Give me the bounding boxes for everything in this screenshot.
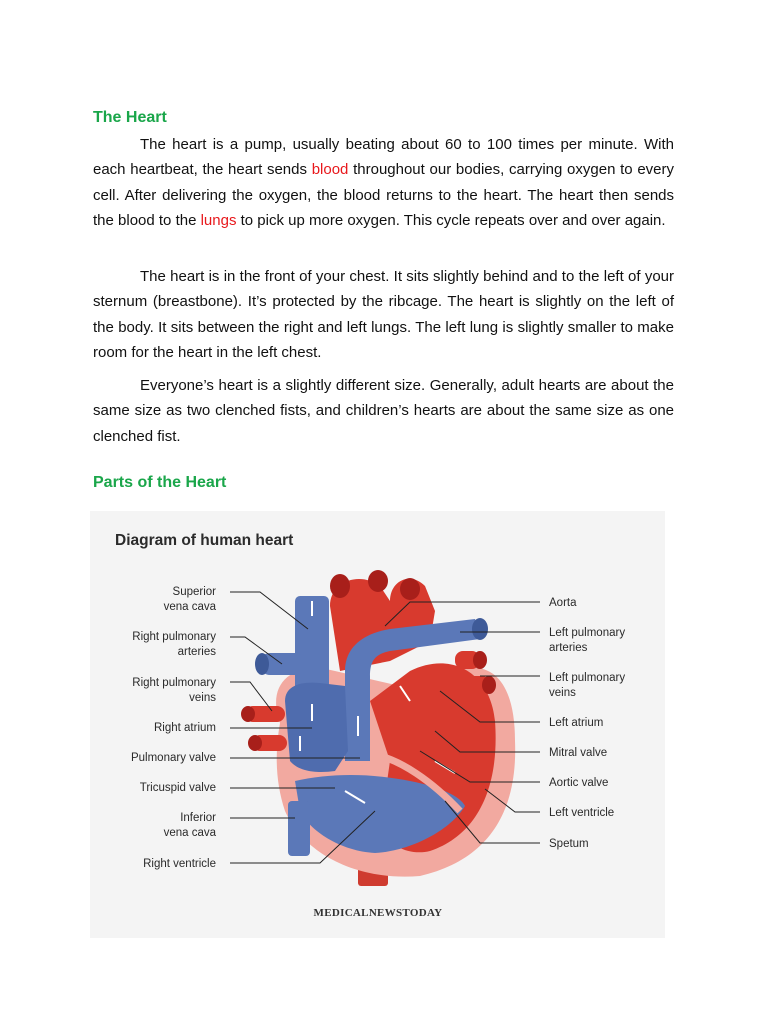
left-pulmonary-vein-lower-end [482,676,496,694]
label-inferior-vena-cava-2: vena cava [163,827,216,839]
label-septum: Spetum [549,838,589,850]
label-right-pulmonary-arteries-1: Right pulmonary [132,631,216,643]
label-right-ventricle: Right ventricle [143,858,216,870]
right-pulmonary-vein-upper-end [241,706,255,722]
label-right-pulmonary-arteries-2: arteries [177,646,216,658]
aorta-branch-1 [330,574,350,598]
label-left-ventricle: Left ventricle [549,807,615,819]
inferior-vena-cava-shape [288,801,310,856]
paragraph1-text-b: throughout our bodies, carrying oxygen to every cell. After delivering the oxygen, the blood returns to the heart. The heart then sends the blood to the [93,161,675,229]
label-mitral-valve: Mitral valve [549,747,608,759]
right-atrium-shape [285,683,348,772]
paragraph-heart-location: The heart is in the front of your chest. It sits slightly behind and to the left of your sternum (breastbone). It’s protected by the ribcage. The heart is slightly on the left of the body. It sits between the right and left lungs. The left lung is slightly smaller to make room for the heart in the left chest. [93,268,674,361]
left-pulmonary-vein-upper-end [473,651,487,669]
paragraph-heart-size: Everyone’s heart is a slightly different size. Generally, adult hearts are about the same size as two clenched fists, and children’s hearts are about the same size as one clenched fist. [93,377,674,445]
label-left-pulmonary-veins-2: veins [549,687,576,699]
label-right-pulmonary-veins-2: veins [189,692,216,704]
paragraph-heart-pump [93,132,674,233]
label-left-pulmonary-arteries-1: Left pulmonary [549,627,626,639]
heart-diagram-figure [90,511,665,938]
left-labels [131,586,217,870]
label-right-pulmonary-veins-1: Right pulmonary [132,677,216,689]
highlight-blood: blood [311,161,349,179]
paragraph1-text-a: The heart is a pump, usually beating about 60 to 100 times per minute. With each heartbeat, the heart sends [93,136,674,179]
right-labels [549,597,625,850]
paragraph1-text-c: to pick up more oxygen. This cycle repeats over and over again. [236,211,666,229]
aorta-branch-3 [400,578,420,600]
highlight-lungs: lungs [200,211,237,229]
label-left-atrium: Left atrium [549,717,604,729]
heart-diagram [90,511,665,938]
section-heading-the-heart: The Heart [93,109,167,126]
aorta-branch-2 [368,570,388,592]
label-aorta: Aorta [549,597,577,609]
label-superior-vena-cava-2: vena cava [163,601,216,613]
label-right-atrium: Right atrium [154,722,216,734]
left-pulmonary-artery-end [472,618,488,640]
right-pulmonary-vein-lower-end [248,735,262,751]
label-tricuspid-valve: Tricuspid valve [139,782,216,794]
right-pulmonary-artery-end [255,653,269,675]
label-inferior-vena-cava-1: Inferior [180,812,216,824]
label-superior-vena-cava-1: Superior [172,586,216,598]
label-left-pulmonary-arteries-2: arteries [549,642,588,654]
medical-news-today-logo: MEDICALNEWSTODAY [313,907,443,919]
label-aortic-valve: Aortic valve [549,777,609,789]
diagram-title: Diagram of human heart [115,532,294,549]
section-heading-parts-of-heart: Parts of the Heart [93,474,227,491]
label-pulmonary-valve: Pulmonary valve [130,752,216,764]
label-left-pulmonary-veins-1: Left pulmonary [549,672,626,684]
